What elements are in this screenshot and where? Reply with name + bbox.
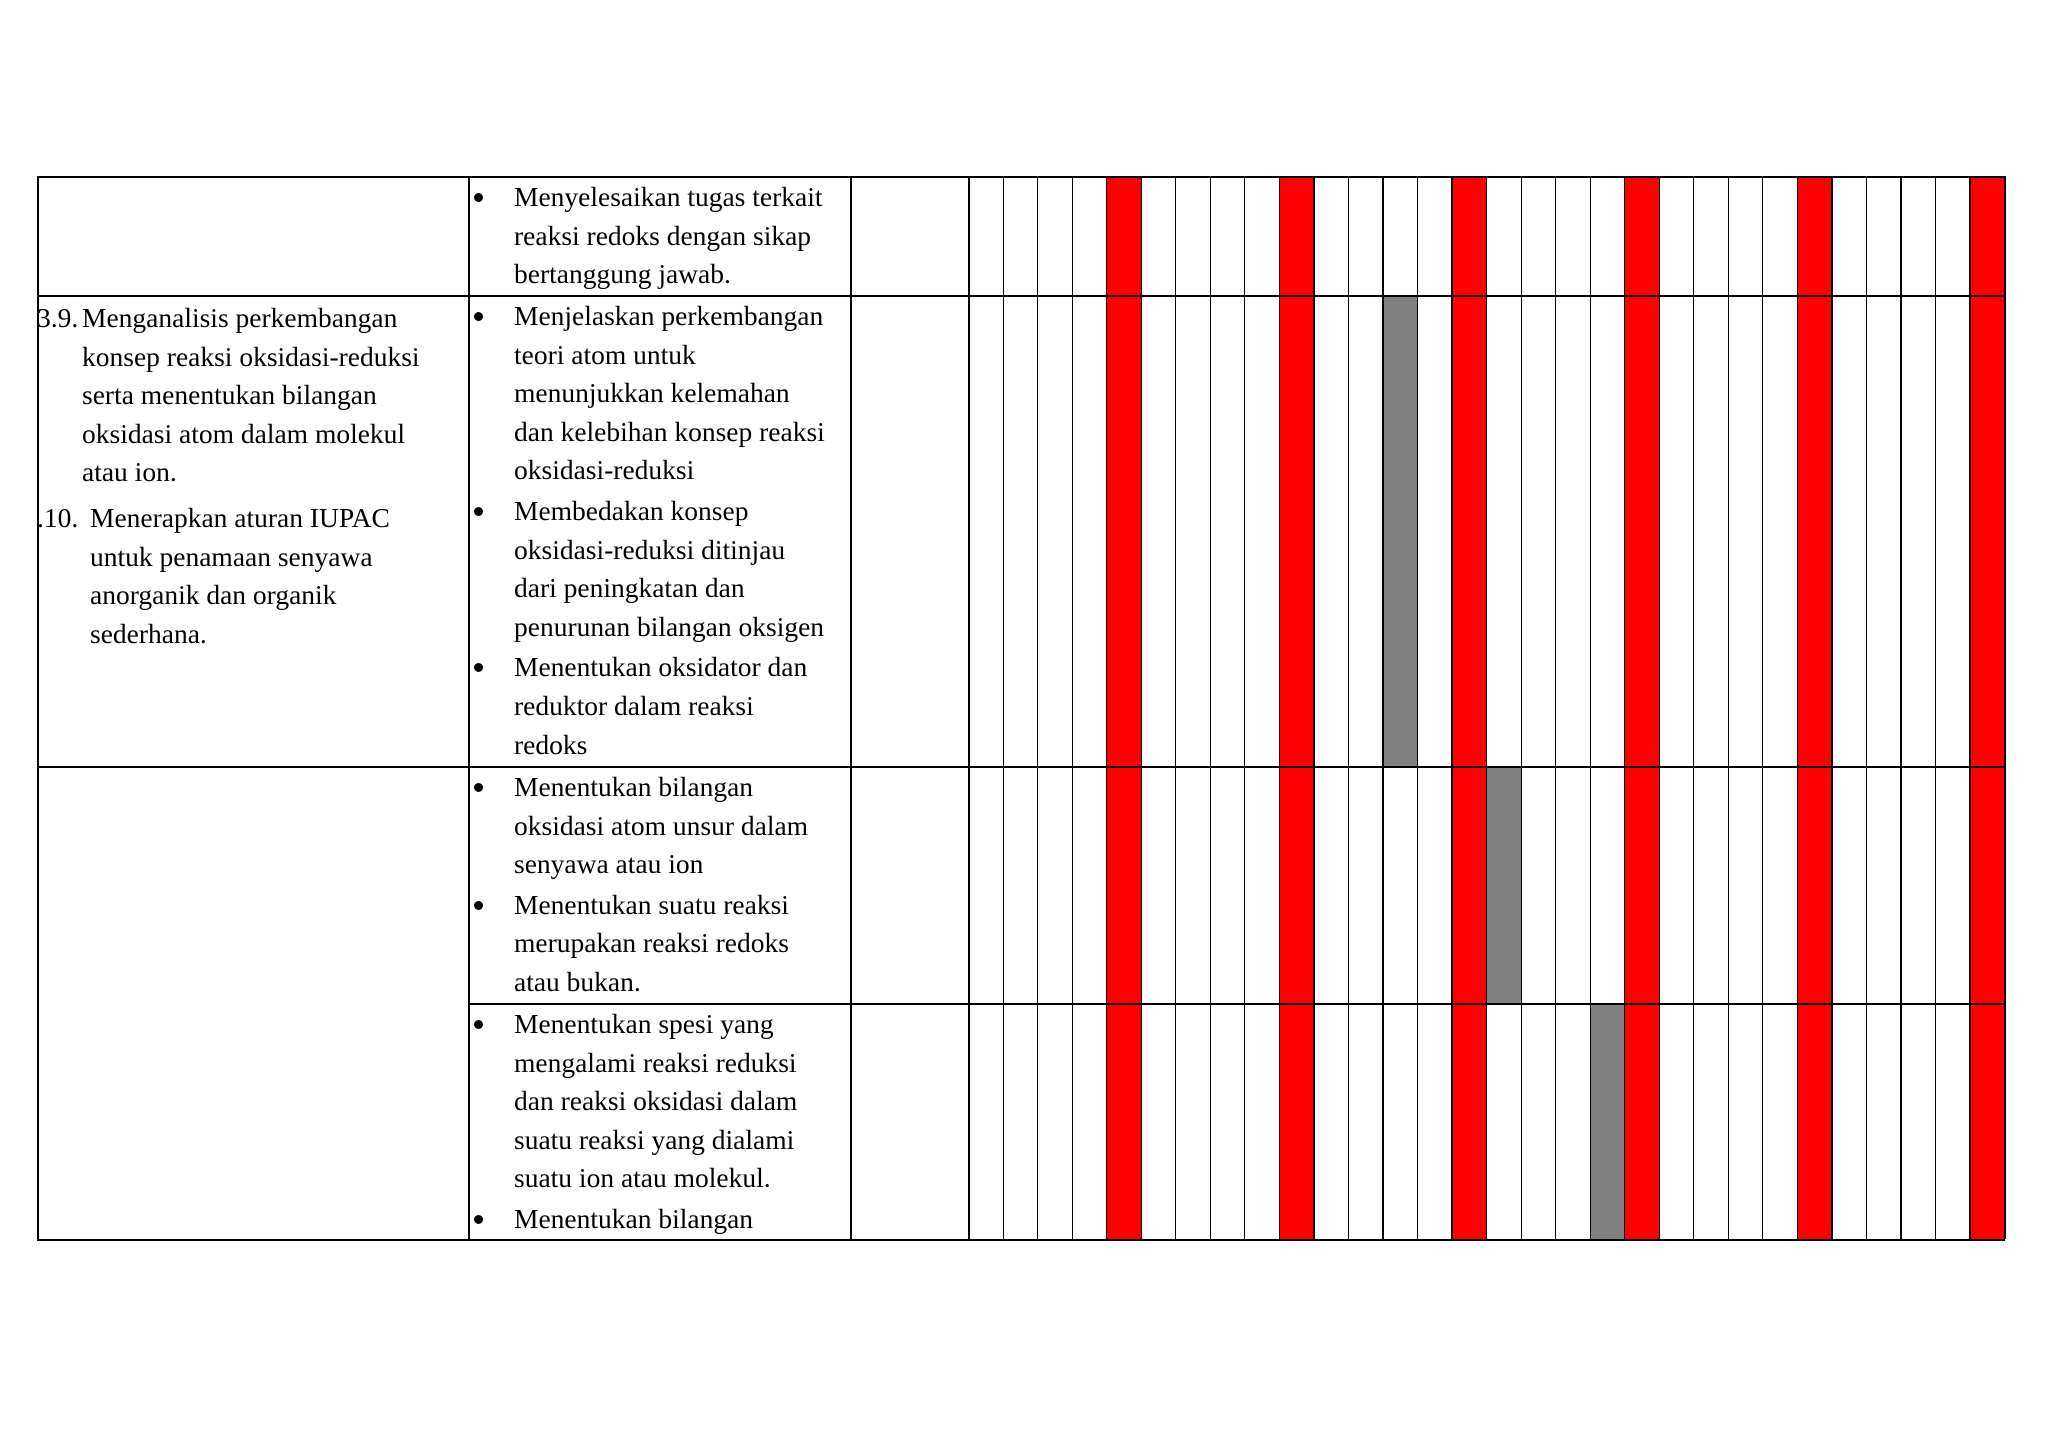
indicator-text: Menentukan bilangan [514, 771, 754, 802]
bullet-icon [474, 1020, 483, 1029]
scheduled-week-column [1279, 176, 1314, 1239]
indicator-text: redoks [514, 728, 588, 760]
week-column-divider [1693, 176, 1694, 1239]
week-column-divider [2004, 176, 2006, 1239]
indicator-text: teori atom untuk [514, 338, 696, 370]
week-column-divider [1037, 176, 1038, 1239]
bullet-icon [474, 507, 483, 516]
indicator-text: suatu reaksi yang dialami [514, 1123, 795, 1155]
indicator-text: reduktor dalam reaksi [514, 690, 754, 721]
competency-text: atau ion. [82, 456, 177, 488]
indicator-text: penurunan bilangan oksigen [514, 610, 825, 642]
competency-number: .10. [37, 502, 79, 533]
week-column-divider [1900, 176, 1901, 1239]
current-week-cell [1486, 766, 1521, 1003]
scheduled-week-column [1624, 176, 1659, 1239]
column-divider [468, 176, 470, 1239]
week-column-divider [1969, 176, 1970, 1239]
week-column-divider [1521, 176, 1522, 1239]
competency-text: anorganik dan organik [90, 579, 337, 611]
scheduled-week-column [1969, 176, 2004, 1239]
indicator-text: oksidasi-reduksi [514, 454, 695, 486]
week-column-divider [1451, 176, 1452, 1239]
bullet-icon [474, 1215, 483, 1224]
week-column-divider [1175, 176, 1176, 1239]
indicator-text: oksidasi-reduksi ditinjau [514, 533, 786, 565]
week-column-divider [1659, 176, 1660, 1239]
week-column-divider [1831, 176, 1832, 1239]
week-column-divider [1590, 176, 1591, 1239]
week-column-divider [1072, 176, 1073, 1239]
week-column-divider [1244, 176, 1245, 1239]
current-week-cell [1590, 1003, 1625, 1239]
competency-text: Menerapkan aturan IUPAC [90, 502, 390, 533]
week-column-divider [1935, 176, 1936, 1239]
indicator-text: bertanggung jawab. [514, 258, 731, 290]
week-column-divider [1555, 176, 1556, 1239]
week-column-divider [1417, 176, 1418, 1239]
indicator-text: senyawa atau ion [514, 848, 704, 880]
competency-text: Menganalisis perkembangan [82, 302, 398, 333]
bullet-icon [474, 901, 483, 910]
competency-text: serta menentukan bilangan [82, 379, 377, 411]
indicator-text: oksidasi atom unsur dalam [514, 809, 809, 841]
scheduled-week-column [1106, 176, 1141, 1239]
week-column-divider [1348, 176, 1349, 1239]
week-column-divider [1279, 176, 1280, 1239]
week-column-divider [1313, 176, 1314, 1239]
week-column-divider [1141, 176, 1142, 1239]
week-column-divider [1762, 176, 1763, 1239]
week-column-divider [1106, 176, 1107, 1239]
competency-number: 3.9. [37, 302, 79, 333]
column-divider [850, 176, 852, 1239]
indicator-text: dan kelebihan konsep reaksi [514, 415, 825, 447]
week-column-divider [1866, 176, 1867, 1239]
indicator-text: dari peningkatan dan [514, 572, 745, 604]
bullet-icon [474, 312, 483, 321]
row-divider [37, 766, 2004, 768]
competency-text: konsep reaksi oksidasi-reduksi [82, 340, 420, 372]
indicator-text: Menentukan suatu reaksi [514, 888, 789, 920]
indicator-text: Menentukan oksidator dan [514, 651, 808, 683]
week-column-divider [1003, 176, 1004, 1239]
table-border-bottom [37, 1239, 2005, 1241]
indicator-text: merupakan reaksi redoks [514, 927, 789, 959]
indicator-text: Menentukan spesi yang [514, 1008, 774, 1039]
week-column-divider [1728, 176, 1729, 1239]
scheduled-week-column [1797, 176, 1832, 1239]
bullet-icon [474, 783, 483, 792]
indicator-text: mengalami reaksi reduksi [514, 1046, 797, 1078]
indicator-text: Membedakan konsep [514, 495, 749, 526]
indicator-text: reaksi redoks dengan sikap [514, 219, 812, 251]
indicator-text: Menentukan bilangan [514, 1203, 754, 1234]
table-border-top [37, 176, 2005, 178]
column-divider [968, 176, 970, 1239]
scheduled-week-column [1451, 176, 1486, 1239]
bullet-icon [474, 193, 483, 202]
indicator-text: Menyelesaikan tugas terkait [514, 181, 823, 212]
bullet-icon [474, 663, 483, 672]
week-column-divider [1486, 176, 1487, 1239]
indicator-text: menunjukkan kelemahan [514, 377, 790, 409]
row-divider [37, 295, 2004, 297]
competency-text: oksidasi atom dalam molekul [82, 417, 406, 449]
week-column-divider [1624, 176, 1625, 1239]
week-column-divider [1382, 176, 1383, 1239]
week-column-divider [1797, 176, 1798, 1239]
indicator-text: atau bukan. [514, 966, 641, 997]
competency-text: sederhana. [90, 617, 207, 649]
indicator-text: dan reaksi oksidasi dalam [514, 1085, 798, 1117]
competency-text: untuk penamaan senyawa [90, 540, 373, 572]
week-column-divider [1210, 176, 1211, 1239]
indicator-text: suatu ion atau molekul. [514, 1162, 771, 1194]
indicator-text: Menjelaskan perkembangan [514, 300, 824, 331]
current-week-cell [1382, 295, 1417, 766]
